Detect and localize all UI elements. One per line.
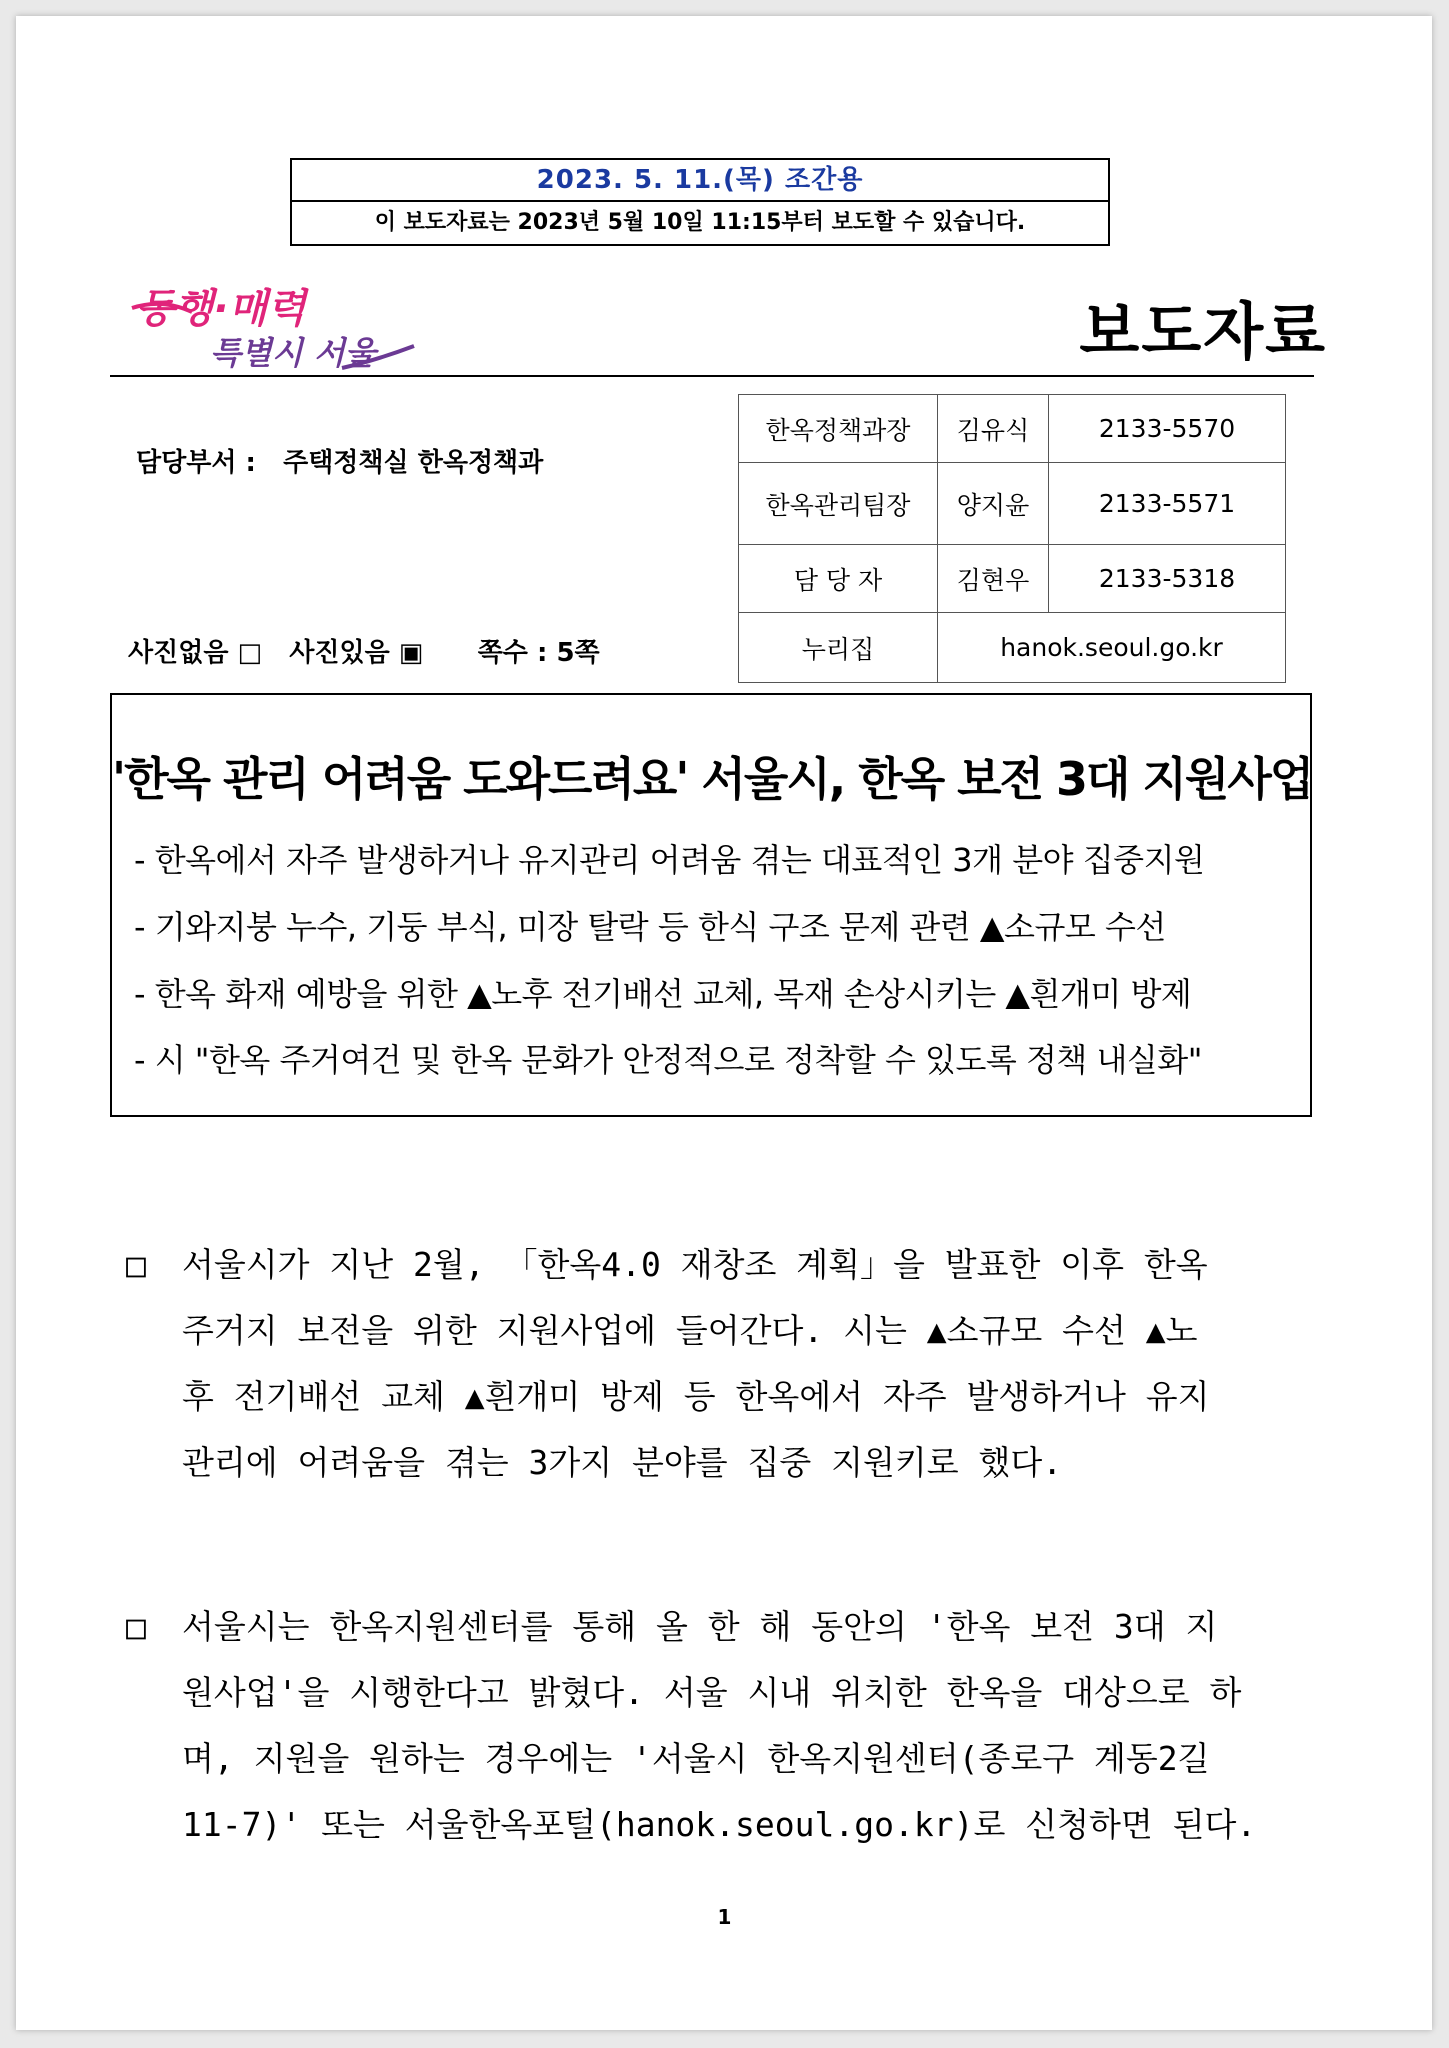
embargo-date: 2023. 5. 11.(목) 조간용 <box>292 160 1108 202</box>
subheading: - 기와지붕 누수, 기둥 부식, 미장 탈락 등 한식 구조 문제 관련 ▲소규모 수선 <box>134 908 1166 946</box>
contact-role: 한옥관리팀장 <box>739 463 938 545</box>
header-divider <box>110 375 1314 377</box>
embargo-box <box>290 158 1110 246</box>
subheading: - 한옥 화재 예방을 위한 ▲노후 전기배선 교체, 목재 손상시키는 ▲흰개미 방제 <box>134 975 1192 1013</box>
contact-phone: 2133-5318 <box>1049 545 1286 613</box>
contact-name: 김현우 <box>938 545 1049 613</box>
subheading: - 한옥에서 자주 발생하거나 유지관리 어려움 겪는 대표적인 3개 분야 집중지원 <box>134 841 1205 879</box>
page-number: 1 <box>717 1905 732 1929</box>
contact-row <box>739 463 1286 545</box>
headline: '한옥 관리 어려움 도와드려요' 서울시, 한옥 보전 3대 지원사업 <box>112 752 1313 806</box>
paragraph-line: 주거지 보전을 위한 지원사업에 들어간다. 시는 ▲소규모 수선 ▲노 <box>182 1311 1198 1350</box>
contact-name: 김유식 <box>938 395 1049 463</box>
contact-table <box>738 394 1286 683</box>
pages-label: 쪽수 : <box>477 638 548 668</box>
paragraph-line: 원사업'을 시행한다고 밝혔다. 서울 시내 위치한 한옥을 대상으로 하 <box>182 1673 1242 1712</box>
paragraph-line: 관리에 어려움을 겪는 3가지 분야를 집중 지원키로 했다. <box>182 1443 1063 1482</box>
no-photo-label: 사진없음 <box>128 638 229 668</box>
contact-row <box>739 395 1286 463</box>
paragraph-line: 며, 지원을 원하는 경우에는 '서울시 한옥지원센터(종로구 계동2길 <box>182 1739 1210 1778</box>
pages-value: 5쪽 <box>556 638 600 668</box>
summary-box <box>110 693 1312 1117</box>
subheading: - 시 "한옥 주거여건 및 한옥 문화가 안정적으로 정착할 수 있도록 정책 내실화" <box>134 1041 1202 1079</box>
photo-label: 사진있음 <box>289 638 390 668</box>
logo-text-line2: 특별시 서울 <box>210 334 376 372</box>
photo-info <box>128 632 600 669</box>
contact-role: 담 당 자 <box>739 545 938 613</box>
paragraph-line: 후 전기배선 교체 ▲흰개미 방제 등 한옥에서 자주 발생하거나 유지 <box>182 1377 1210 1416</box>
paragraph-line: 11-7)' 또는 서울한옥포털(hanok.seoul.go.kr)로 신청하면 된다. <box>182 1805 1257 1844</box>
paragraph-line: 서울시는 한옥지원센터를 통해 올 한 해 동안의 '한옥 보전 3대 지 <box>182 1607 1218 1646</box>
no-photo-checkbox: □ <box>237 638 263 668</box>
seoul-logo <box>122 268 422 378</box>
contact-row <box>739 545 1286 613</box>
logo-text-line1: 동행·매력 <box>136 286 306 332</box>
website-row <box>739 613 1286 683</box>
photo-checkbox: ▣ <box>398 638 424 668</box>
bullet-box: □ <box>126 1607 146 1646</box>
department-label: 담당부서 : <box>136 448 256 478</box>
department-value: 주택정책실 한옥정책과 <box>283 448 544 478</box>
department-info <box>136 442 543 479</box>
contact-phone: 2133-5570 <box>1049 395 1286 463</box>
contact-phone: 2133-5571 <box>1049 463 1286 545</box>
paragraph-line: 서울시가 지난 2월, 「한옥4.0 재창조 계획」을 발표한 이후 한옥 <box>182 1245 1208 1284</box>
website-label: 누리집 <box>739 613 938 683</box>
bullet-box: □ <box>126 1245 146 1284</box>
embargo-notice: 이 보도자료는 2023년 5월 10일 11:15부터 보도할 수 있습니다. <box>374 210 1026 235</box>
website-url[interactable]: hanok.seoul.go.kr <box>938 613 1286 683</box>
contact-role: 한옥정책과장 <box>739 395 938 463</box>
contact-name: 양지윤 <box>938 463 1049 545</box>
document-type-title: 보도자료 <box>1079 295 1327 368</box>
